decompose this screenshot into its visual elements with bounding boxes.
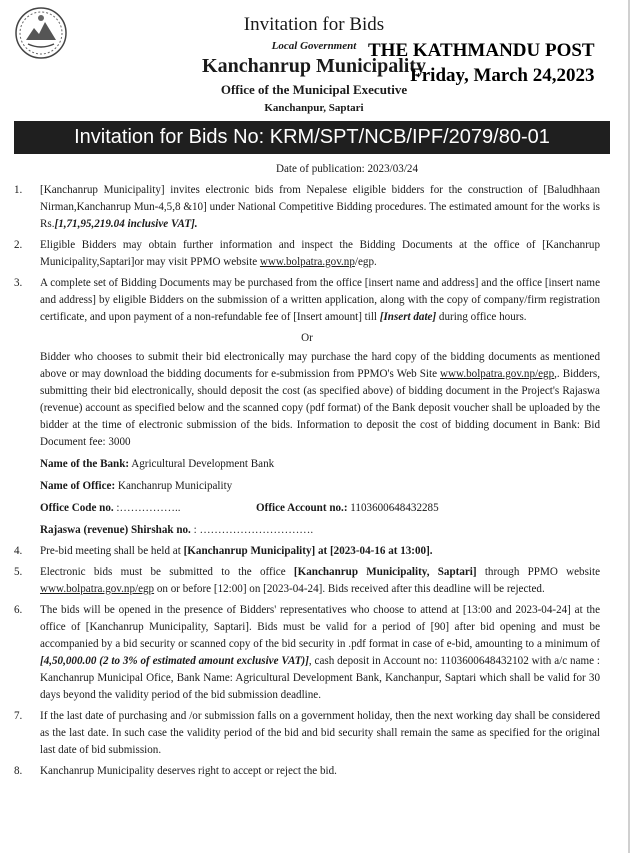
or-separator: Or bbox=[301, 332, 313, 344]
newspaper-stamp bbox=[368, 38, 595, 88]
field-label: Name of Office: bbox=[40, 480, 116, 492]
publication-date: Date of publication: 2023/03/24 bbox=[275, 163, 419, 175]
clause-text: If the last date of purchasing and /or submission falls on a government holiday, then the next working day shall be considered as the last date. In such case the validity period of the bid and bid security shall remain the same as specified for the original last date of bid submission. bbox=[40, 710, 600, 756]
estimated-amount: [1,71,95,219.04 inclusive VAT]. bbox=[54, 218, 198, 230]
insert-date: [Insert date] bbox=[379, 311, 437, 323]
clause-number: 6. bbox=[14, 604, 23, 616]
bank-name-row bbox=[40, 456, 600, 473]
municipality-name: Kanchanrup Municipality bbox=[202, 55, 426, 77]
clause-number: 5. bbox=[14, 566, 23, 578]
field-value: : …………………………. bbox=[190, 524, 314, 536]
notice-heading: Invitation for Bids bbox=[243, 14, 385, 35]
clause-number: 4. bbox=[14, 545, 23, 557]
bid-security-amount: [4,50,000.00 (2 to 3% of estimated amount exclusive VAT)] bbox=[40, 655, 309, 667]
paragraph-tail: ,. Bidders, submitting their bid electronically, should deposit the cost (as specified above) of bidding document in the Project's Rajaswa (revenue) account as specified below and the scanned copy (pdf format) of the Bank deposit voucher shall be uploaded by the bidder at the time of electronic submission of the bids. Information to deposit the cost of bidding document in Bank: Bid Document fee: 3000 bbox=[40, 368, 600, 448]
clause-2 bbox=[14, 237, 600, 271]
clause-1 bbox=[14, 182, 600, 233]
clause-text: [Kanchanrup Municipality] invites electronic bids from Nepalese eligible bidders for the construction of [Baludhhaan Nirman,Kanchanrup Mun-4,5,8 &10] under National Competitive Bidding procedures. The estimated amount for the works is Rs. bbox=[40, 184, 600, 230]
ppmo-egp-link[interactable]: www.bolpatra.gov.np/egp bbox=[40, 583, 155, 595]
field-value: :…………….. bbox=[113, 502, 181, 514]
field-label: Name of the Bank: bbox=[40, 458, 130, 470]
newspaper-name: THE KATHMANDU POST bbox=[368, 40, 595, 61]
meeting-details: [Kanchanrup Municipality] at [2023-04-16 at 13:00]. bbox=[183, 545, 433, 557]
office-name: Office of the Municipal Executive bbox=[220, 82, 408, 97]
paragraph-text: Bidder who chooses to submit their bid electronically may purchase the hard copy of the bidding documents as mentioned above or may download the bidding documents for e-submission from PPMO's Web Site bbox=[40, 351, 600, 380]
clause-text-mid: through PPMO website bbox=[476, 566, 601, 578]
clause-3 bbox=[14, 275, 600, 326]
clause-7 bbox=[14, 708, 600, 759]
shirshak-row bbox=[40, 522, 600, 539]
clause-number: 8. bbox=[14, 765, 23, 777]
clause-text: The bids will be opened in the presence of Bidders' representatives who choose to attend at [13:00 and 2023-04-24] at the office of [Kanchanrup Municipality, Saptari]. Bids must be valid for a period of [90] after bid opening and must be accompanied by a bid security or scanned copy of the bid security in .pdf format in case of e-bid, amounting to a minimum of bbox=[40, 604, 600, 650]
clause-number: 3. bbox=[14, 277, 23, 289]
clause-4 bbox=[14, 543, 600, 560]
electronic-bid-paragraph bbox=[40, 349, 600, 451]
office-name-row bbox=[40, 478, 600, 495]
notice-body bbox=[14, 161, 600, 780]
clause-text-tail: , cash deposit in Account no: 1103600648432102 with a/c name : Kanchanrup Municipal Ofice, Bank Name: Agricultural Development Bank, Kanchanpur, Saptari which shall be valid for 30 days beyond the validity period of the bid submission deadline. bbox=[40, 655, 600, 701]
field-value: Agricultural Development Bank bbox=[129, 458, 275, 470]
ppmo-egp-link[interactable]: www.bolpatra.gov.np/egp bbox=[440, 368, 555, 380]
clause-text: Electronic bids must be submitted to the office bbox=[40, 566, 294, 578]
field-label: Office Code no. bbox=[40, 502, 114, 514]
clause-text: Kanchanrup Municipality deserves right to accept or reject the bid. bbox=[40, 765, 337, 777]
office-code-row bbox=[40, 500, 600, 517]
office-location: Kanchanpur, Saptari bbox=[264, 102, 364, 114]
clause-text-tail: on or before [12:00] on [2023-04-24]. Bids received after this deadline will be rejected. bbox=[154, 583, 545, 595]
clause-number: 7. bbox=[14, 710, 23, 722]
bid-number-banner: Invitation for Bids No: KRM/SPT/NCB/IPF/2079/80-01 bbox=[14, 121, 610, 154]
clause-text: Pre-bid meeting shall be held at bbox=[40, 545, 184, 557]
clause-text: A complete set of Bidding Documents may be purchased from the office [insert name and address] and the office [insert name and address] by eligible Bidders on the submission of a written application, along with the copy of company/firm registration certificate, and upon payment of a non-refundable fee of [Insert amount] till bbox=[40, 277, 600, 323]
newspaper-date: Friday, March 24,2023 bbox=[410, 65, 595, 86]
field-label: Office Account no.: bbox=[256, 502, 348, 514]
clause-text-tail: /egp. bbox=[354, 256, 377, 268]
field-label: Rajaswa (revenue) Shirshak no. bbox=[40, 524, 191, 536]
local-government-label: Local Government bbox=[271, 40, 357, 52]
clause-number: 2. bbox=[14, 239, 23, 251]
clause-text-tail: during office hours. bbox=[436, 311, 527, 323]
clause-5 bbox=[14, 564, 600, 598]
clause-number: 1. bbox=[14, 184, 23, 196]
clause-8 bbox=[14, 763, 600, 780]
clause-6 bbox=[14, 602, 600, 704]
field-value: Kanchanrup Municipality bbox=[115, 480, 233, 492]
submission-office: [Kanchanrup Municipality, Saptari] bbox=[293, 566, 477, 578]
ppmo-link[interactable]: www.bolpatra.gov.np bbox=[259, 256, 355, 268]
clause-text: Eligible Bidders may obtain further information and inspect the Bidding Documents at the office of [Kanchanrup Municipality,Saptari]or may visit PPMO website bbox=[40, 239, 600, 268]
field-value: 1103600648432285 bbox=[347, 502, 439, 514]
